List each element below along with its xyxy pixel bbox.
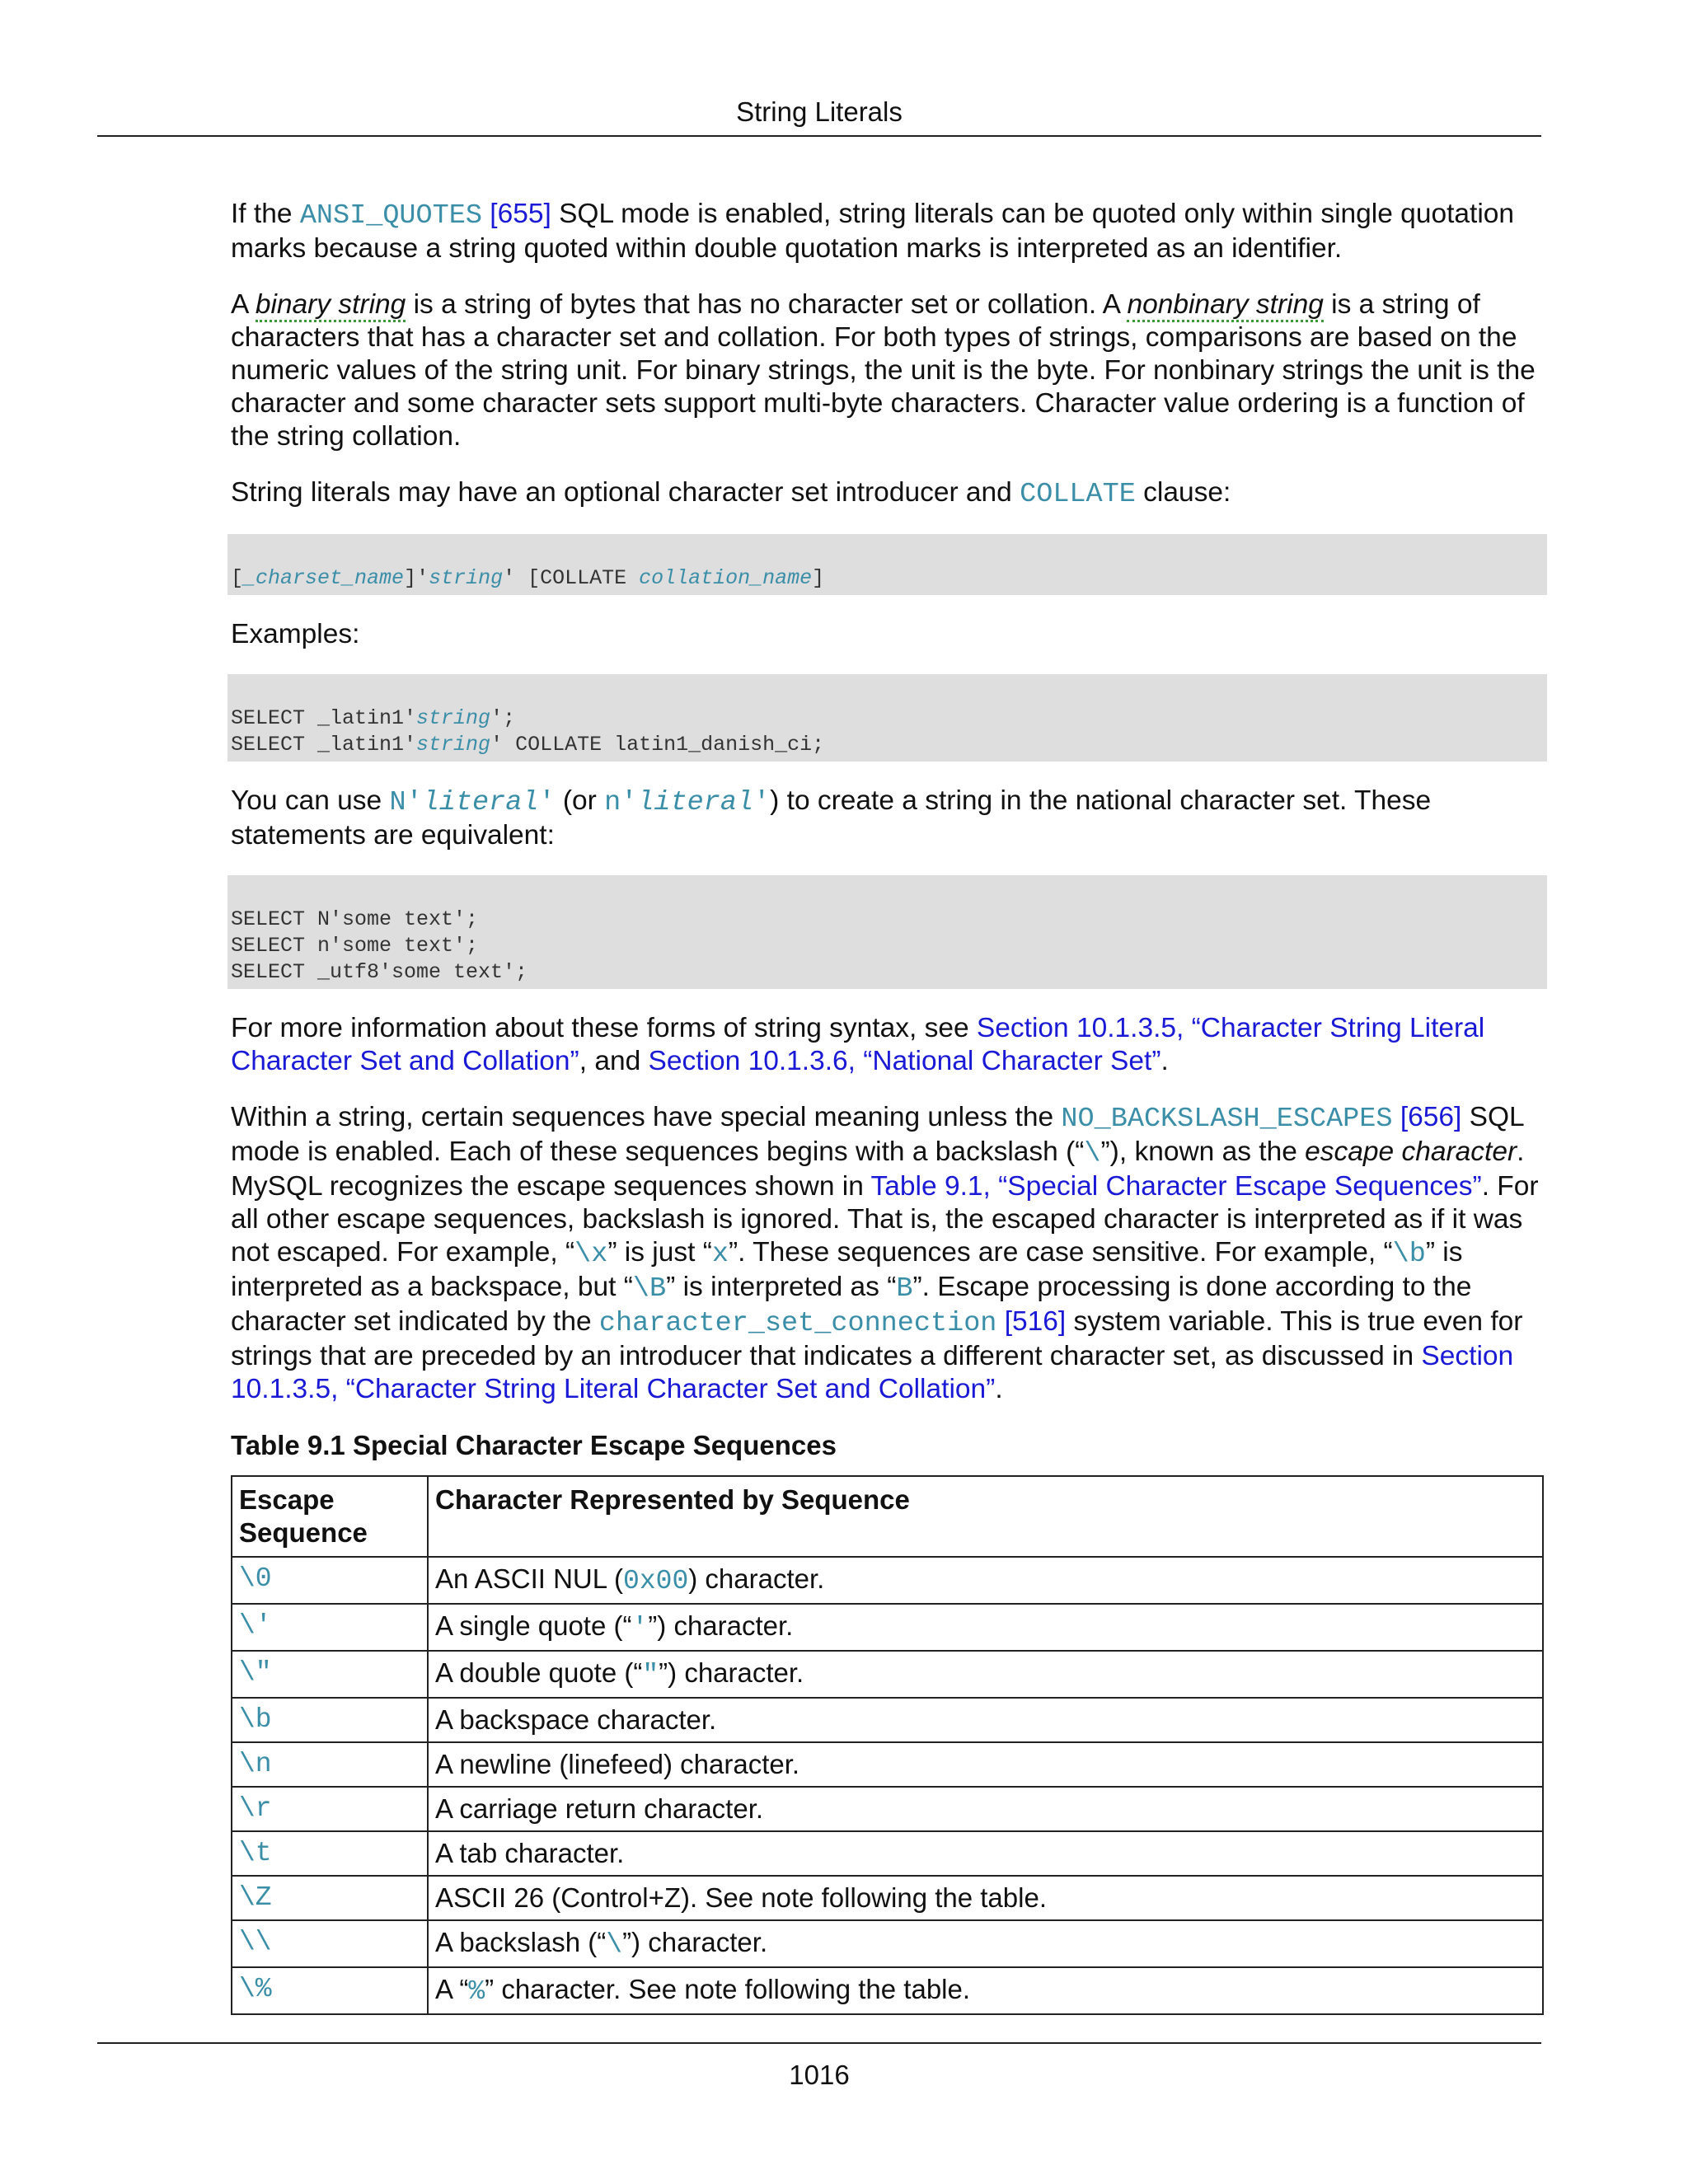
section-link-10-1-3-6[interactable]: Section 10.1.3.6, “National Character Set” — [648, 1046, 1161, 1076]
n-literal-code: N'literal' — [389, 787, 556, 818]
ref-link-516[interactable]: [516] — [1004, 1306, 1067, 1337]
text: String literals may have an optional character set introducer and — [231, 477, 1020, 508]
glossary-term-binary-string[interactable]: binary string — [256, 289, 406, 322]
escape-sequence-cell: \n — [232, 1742, 428, 1787]
table-row — [232, 1876, 1543, 1920]
paragraph-national-literal — [231, 785, 1544, 852]
collate-link[interactable]: COLLATE — [1020, 479, 1136, 510]
description-cell: A carriage return character. — [428, 1787, 1543, 1831]
description-cell: A newline (linefeed) character. — [428, 1742, 1543, 1787]
code-block-examples: SELECT _latin1'string'; SELECT _latin1'string' COLLATE latin1_danish_ci; — [227, 674, 1547, 762]
section-link-10-1-3-5-b[interactable]: Section 10.1.3.5, “Character String Literal Character Set and Collation” — [231, 1341, 1514, 1404]
text: is a string of characters that has a character set and collation. For both types of strings, comparisons are based on the numeric values of the string unit. For binary strings, the unit is the byte. For nonbinary strings the unit is the character and some character sets support multi-byte characters. Character value ordering is a function of the string collation. — [231, 289, 1536, 452]
table-row — [232, 1787, 1543, 1831]
table-row — [232, 1557, 1543, 1604]
text: ) to create a string in the national character set. These statements are equivalent: — [231, 785, 1432, 851]
n-literal-lower-code: n'literal' — [604, 787, 771, 818]
table-row — [232, 1742, 1543, 1787]
table-row — [232, 1920, 1543, 1967]
code-block-syntax: [_charset_name]'string' [COLLATE collation_name] — [227, 534, 1547, 595]
text: If the — [231, 199, 300, 229]
text: (or — [555, 785, 605, 816]
section-link-10-1-3-5[interactable]: Section 10.1.3.5, “Character String Literal Character Set and Collation” — [231, 1013, 1485, 1076]
table-link-9-1[interactable]: Table 9.1, “Special Character Escape Sequences” — [870, 1171, 1482, 1202]
table-row — [232, 1967, 1543, 2014]
paragraph-ansi-quotes — [231, 198, 1544, 265]
escape-sequence-cell: \r — [232, 1787, 428, 1831]
description-cell: An ASCII NUL (0x00) character. — [428, 1557, 1543, 1604]
description-cell: A tab character. — [428, 1831, 1543, 1876]
paragraph-introducer — [231, 476, 1544, 511]
escape-sequence-cell: \% — [232, 1967, 428, 2014]
text: For more information about these forms of string syntax, see — [231, 1013, 977, 1043]
escape-sequence-cell: \Z — [232, 1876, 428, 1920]
paragraph-examples: Examples: — [231, 619, 360, 649]
ref-link-656[interactable]: [656] — [1400, 1102, 1462, 1132]
glossary-term-nonbinary-string[interactable]: nonbinary string — [1127, 289, 1323, 322]
description-cell: A backslash (“\”) character. — [428, 1920, 1543, 1967]
escape-sequence-cell: \" — [232, 1651, 428, 1698]
text: , and — [579, 1046, 649, 1076]
escape-sequence-cell: \b — [232, 1698, 428, 1742]
description-cell: A double quote (“"”) character. — [428, 1651, 1543, 1698]
text: A — [231, 289, 256, 320]
table-row — [232, 1651, 1543, 1698]
escape-sequence-cell: \\ — [232, 1920, 428, 1967]
text: You can use — [231, 785, 390, 816]
page-header-title: String Literals — [736, 96, 903, 127]
ref-link-655[interactable]: [655] — [490, 199, 551, 229]
description-cell: ASCII 26 (Control+Z). See note following the table. — [428, 1876, 1543, 1920]
table-row — [232, 1698, 1543, 1742]
main-content — [231, 198, 1544, 2015]
code-block-equivalent: SELECT N'some text'; SELECT n'some text'; SELECT _utf8'some text'; — [227, 875, 1547, 989]
column-header-escape-sequence: Escape Sequence — [232, 1476, 428, 1557]
paragraph-escape-sequences: Within a string, certain sequences have special meaning unless the NO_BACKSLASH_ESCAPES [656] SQL mode is enabled. Each of these sequences begins with a backslash (“\”), known as the escape character. MySQL recognizes the escape sequences shown in Table 9.1, “Special Character Escape Sequences”. For all other escape sequences, backslash is ignored. That is, the escaped character is interpreted as if it was not escaped. For example, “\x” is just “x”. These sequences are case sensitive. For example, “\b” is interpreted as a backspace, but “\B” is interpreted as “B”. Escape processing is done according to the character set indicated by the character_set_connection [516] system variable. This is true even for strings that are preceded by an introducer that indicates a different character set, as discussed in Section 10.1.3.5, “Character String Literal Character Set and Collation”. — [231, 1102, 1539, 1404]
paragraph-binary-string — [231, 288, 1544, 453]
character-set-connection-link[interactable]: character_set_connection — [598, 1308, 997, 1339]
header-rule — [97, 135, 1541, 137]
no-backslash-escapes-link[interactable]: NO_BACKSLASH_ESCAPES — [1061, 1104, 1393, 1135]
page-number: 1016 — [789, 2060, 850, 2090]
column-header-character-represented: Character Represented by Sequence — [428, 1476, 1543, 1557]
text: is a string of bytes that has no character set or collation. A — [406, 289, 1128, 320]
table-caption: Table 9.1 Special Character Escape Sequences — [231, 1430, 837, 1460]
table-row — [232, 1831, 1543, 1876]
table-row — [232, 1604, 1543, 1651]
description-cell: A “%” character. See note following the table. — [428, 1967, 1543, 2014]
escape-sequence-table — [231, 1475, 1544, 2015]
description-cell: A single quote (“'”) character. — [428, 1604, 1543, 1651]
text: SQL mode is enabled, string literals can be quoted only within single quotation marks because a string quoted within double quotation marks is interpreted as an identifier. — [231, 199, 1515, 264]
paragraph-more-info — [231, 1012, 1544, 1078]
text: clause: — [1135, 477, 1231, 508]
description-cell: A backspace character. — [428, 1698, 1543, 1742]
ansi-quotes-link[interactable]: ANSI_QUOTES — [299, 200, 482, 232]
escape-sequence-cell: \0 — [232, 1557, 428, 1604]
text: . — [1160, 1046, 1169, 1076]
table-header-row — [232, 1476, 1543, 1557]
footer-rule — [97, 2042, 1541, 2044]
escape-sequence-cell: \t — [232, 1831, 428, 1876]
escape-sequence-cell: \' — [232, 1604, 428, 1651]
